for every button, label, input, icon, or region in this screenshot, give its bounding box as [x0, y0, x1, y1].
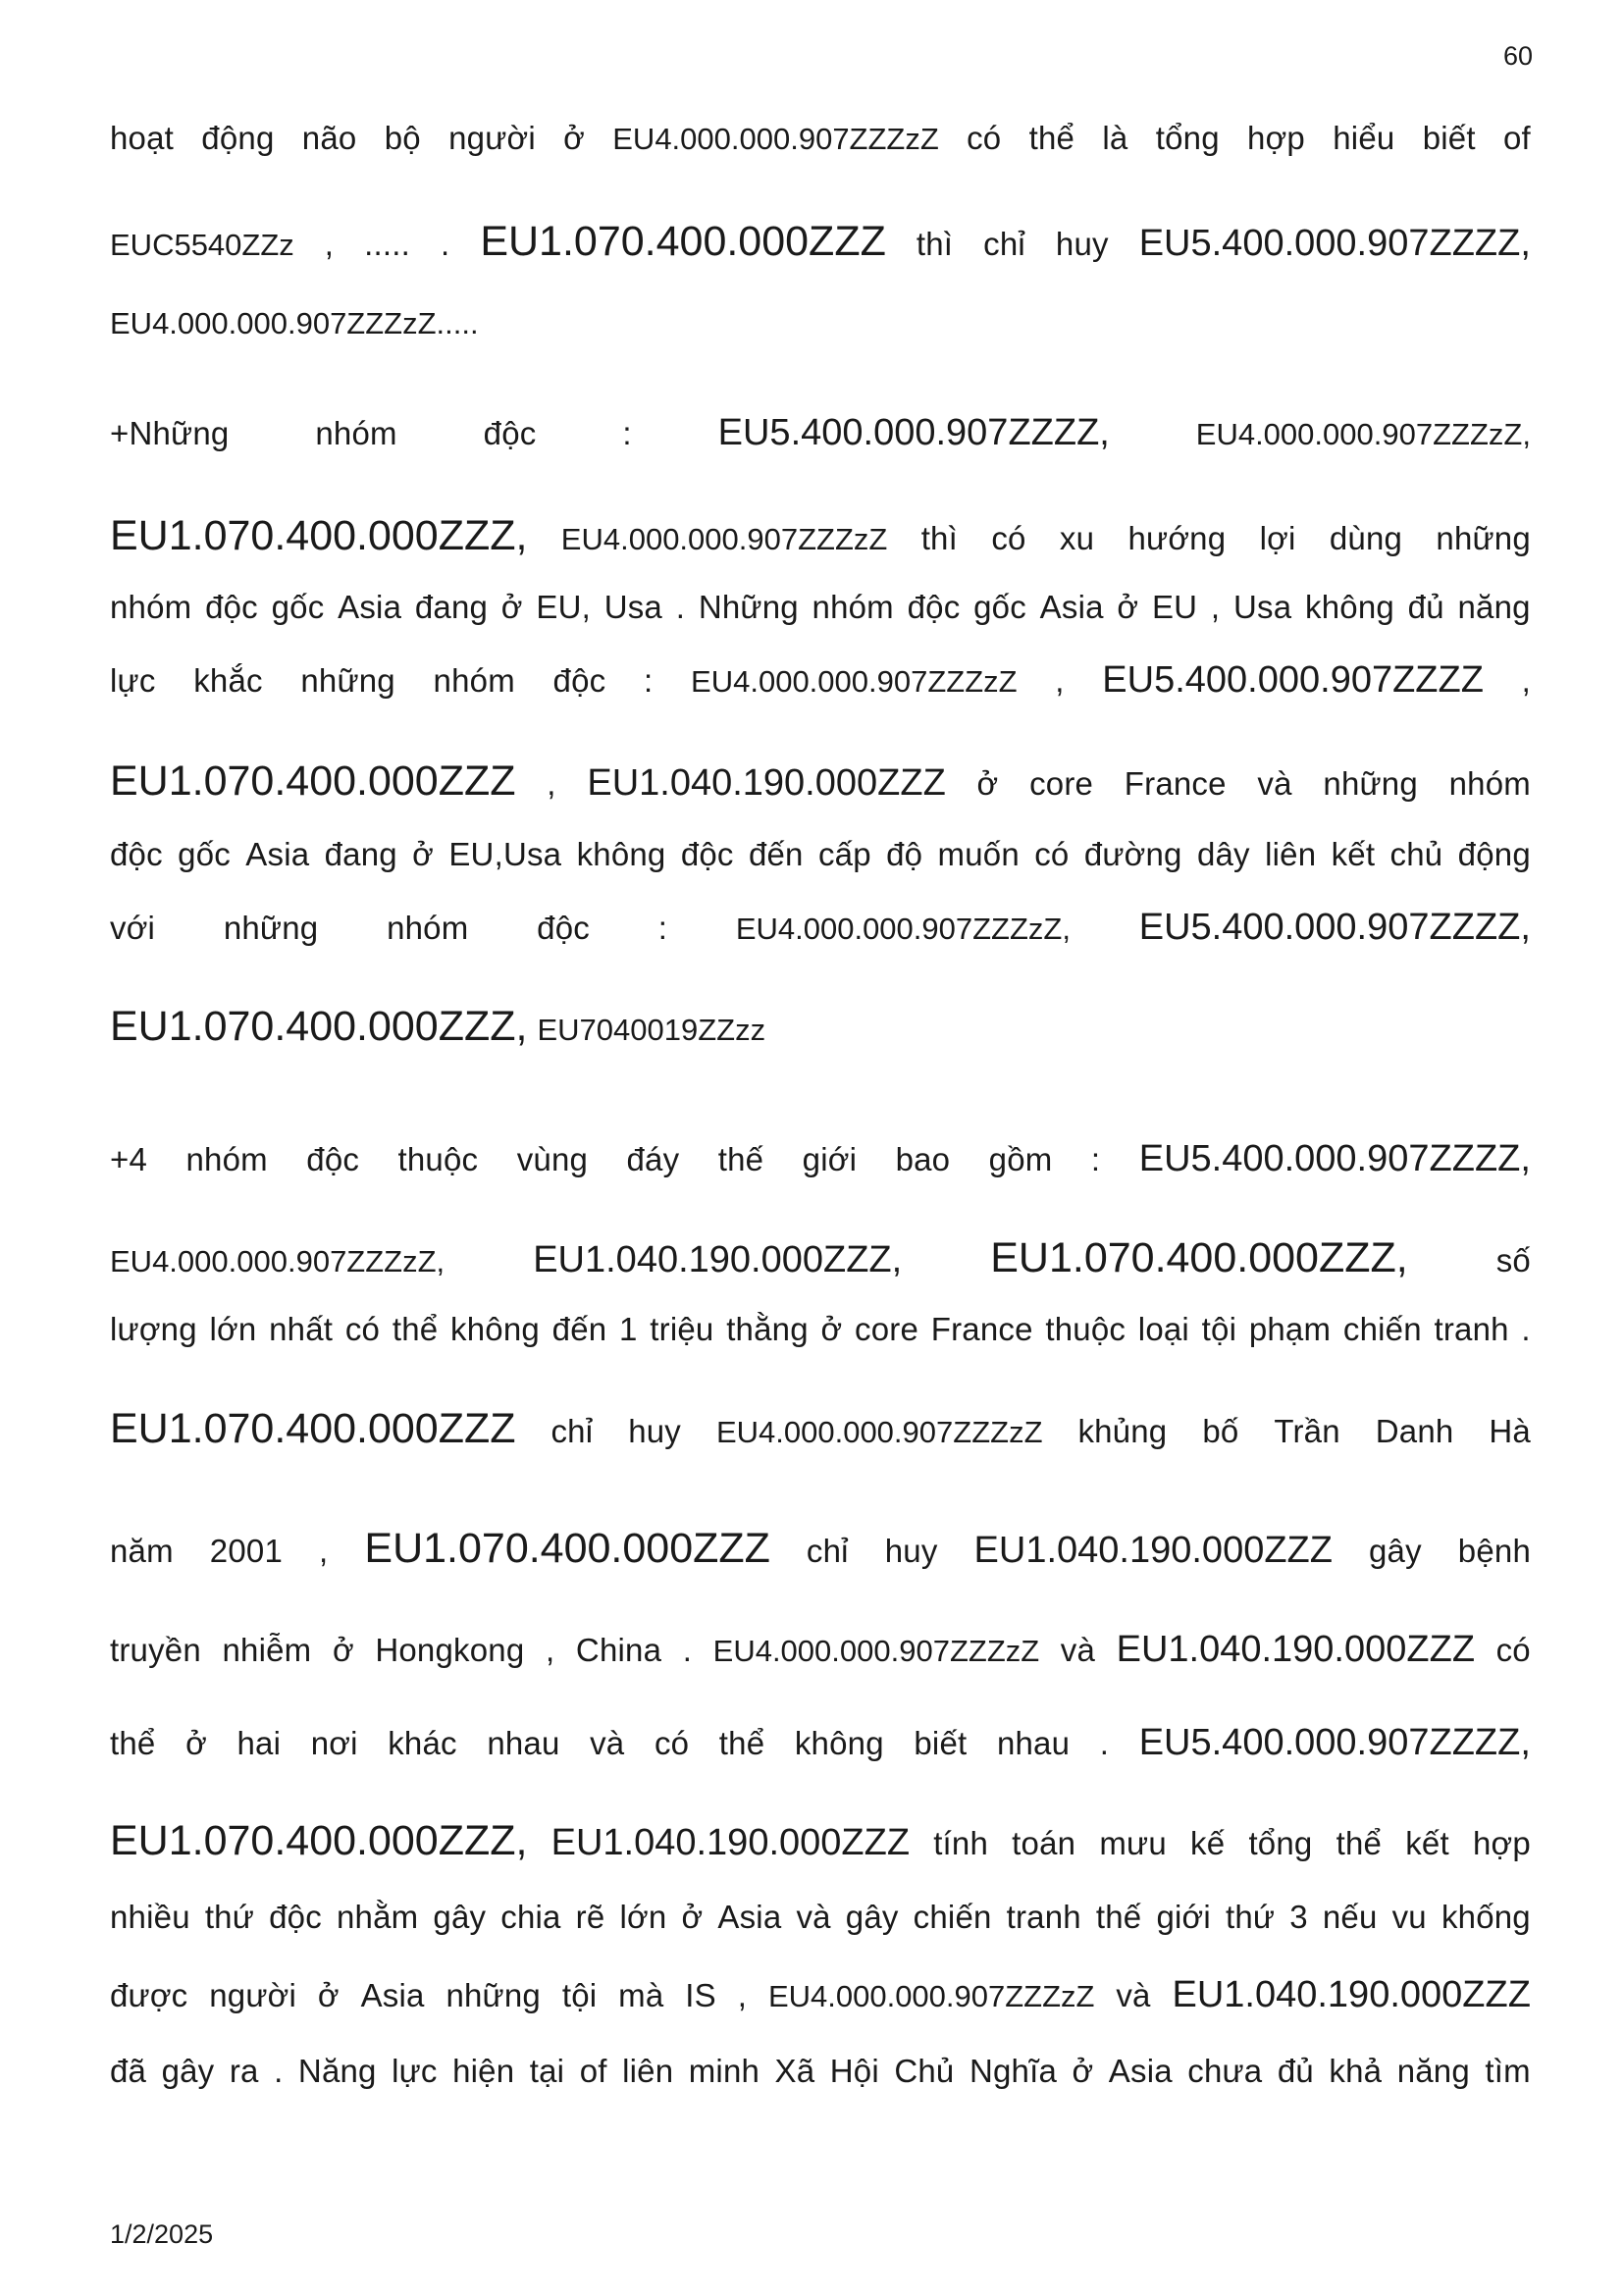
word: EU4.000.000.907ZZZzZ	[612, 122, 939, 156]
word: Asia	[1108, 2053, 1173, 2089]
word: ở	[185, 1725, 207, 1761]
word: những	[1436, 520, 1531, 556]
word: .	[274, 2053, 284, 2089]
text-line	[110, 757, 1531, 806]
word: chiến	[913, 1899, 992, 1935]
word: và	[590, 1725, 625, 1761]
text-line	[110, 1722, 1531, 1764]
word: EU7040019ZZzz	[537, 1013, 766, 1047]
word: và	[796, 1899, 831, 1935]
word: độc	[269, 1899, 322, 1935]
word: ,	[737, 1977, 748, 2013]
word: tranh	[1006, 1899, 1081, 1935]
word: chỉ	[983, 226, 1025, 262]
word: Hongkong	[375, 1632, 525, 1668]
word: hoạt	[110, 120, 175, 156]
text-line	[110, 1405, 1531, 1453]
word: chưa	[1187, 2053, 1263, 2089]
text-line	[110, 1311, 1531, 1348]
word: .	[440, 226, 450, 262]
word: thì	[916, 226, 954, 262]
word: nhóm	[1448, 765, 1531, 802]
word: lực	[392, 2053, 438, 2089]
word: nhóm	[387, 910, 469, 946]
word: EU5.400.000.907ZZZZ	[1102, 659, 1484, 701]
word: Asia	[1039, 589, 1104, 625]
word: độc	[306, 1141, 360, 1177]
text-line	[110, 836, 1531, 873]
word: nhiều	[110, 1899, 190, 1935]
word: những	[1323, 765, 1418, 802]
word: đến	[551, 1311, 607, 1347]
word: tội	[1201, 1311, 1237, 1347]
word: bố	[1202, 1413, 1239, 1449]
word: ,	[319, 1533, 329, 1569]
text-line	[110, 659, 1531, 702]
word: .	[1521, 1311, 1531, 1347]
word: IS	[685, 1977, 716, 2013]
word: nếu	[1322, 1899, 1378, 1935]
word: động	[1457, 836, 1531, 872]
text-line	[110, 1138, 1531, 1180]
word: độc	[907, 589, 961, 625]
word: động	[201, 120, 275, 156]
word: khống	[1441, 1899, 1531, 1935]
word: dây	[1196, 836, 1250, 872]
word: EU1.040.190.000ZZZ	[1116, 1629, 1476, 1670]
word: tính	[933, 1825, 989, 1861]
word: vùng	[516, 1141, 589, 1177]
word: phạm	[1248, 1311, 1332, 1347]
word: nhóm	[315, 415, 397, 451]
word: 2001	[209, 1533, 284, 1569]
word: và	[1060, 1632, 1096, 1668]
word: chủ	[1389, 836, 1443, 872]
word: EU5.400.000.907ZZZZ,	[717, 412, 1110, 453]
word: nhiễm	[222, 1632, 312, 1668]
word: France	[1124, 765, 1227, 802]
word: ở	[1072, 2053, 1094, 2089]
word: gây	[1368, 1533, 1422, 1569]
text-line	[110, 1899, 1531, 1936]
word: EU1.070.400.000ZZZ	[364, 1525, 770, 1572]
word: EU4.000.000.907ZZZzZ.....	[110, 306, 479, 340]
word: EU,	[536, 589, 591, 625]
word: .	[675, 589, 686, 625]
word: China	[575, 1632, 662, 1668]
word: tổng	[1155, 120, 1220, 156]
word: chiến	[1342, 1311, 1422, 1347]
word: được	[110, 1977, 188, 2013]
word: ở	[681, 1899, 704, 1935]
word: độc	[205, 589, 258, 625]
text-line	[110, 1974, 1531, 2016]
word: đang	[414, 589, 489, 625]
word: ở	[412, 836, 434, 872]
word: xu	[1059, 520, 1095, 556]
word: ,	[1210, 589, 1221, 625]
word: Hà	[1489, 1413, 1531, 1449]
word: :	[644, 662, 654, 699]
word: +4	[110, 1141, 148, 1177]
word: dùng	[1329, 520, 1403, 556]
word: minh	[688, 2053, 760, 2089]
word: of	[579, 2053, 607, 2089]
word: độc	[483, 415, 537, 451]
text-line	[110, 218, 1531, 266]
word: nhau	[996, 1725, 1071, 1761]
word: gốc	[973, 589, 1026, 625]
word: EU	[1151, 589, 1198, 625]
text-line	[110, 1234, 1531, 1282]
word: France	[930, 1311, 1033, 1347]
word: EU1.070.400.000ZZZ	[480, 218, 886, 265]
text-line	[110, 2053, 1531, 2090]
word: độc	[110, 836, 163, 872]
word: EU1.070.400.000ZZZ	[110, 1405, 516, 1452]
word: và	[1257, 765, 1292, 802]
word: Nghĩa	[969, 2053, 1058, 2089]
word: não	[301, 120, 357, 156]
word: thể	[1028, 120, 1075, 156]
word: khả	[1329, 2053, 1383, 2089]
word: Asia	[338, 589, 402, 625]
word: những	[445, 1977, 541, 2013]
word: không	[450, 1311, 540, 1347]
word: kết	[1405, 1825, 1449, 1861]
word: biết	[914, 1725, 968, 1761]
word: EU1.040.190.000ZZZ	[1172, 1974, 1531, 2015]
word: bao	[895, 1141, 951, 1177]
word: EU1.040.190.000ZZZ	[587, 762, 946, 804]
word: đáy	[626, 1141, 680, 1177]
word: nhất	[269, 1311, 334, 1347]
word: lực	[110, 662, 156, 699]
word: có	[1034, 836, 1070, 872]
word: hai	[236, 1725, 282, 1761]
word: core	[855, 1311, 919, 1347]
word: mà	[618, 1977, 664, 2013]
word: là	[1102, 120, 1128, 156]
word: đã	[110, 2053, 147, 2089]
word: người	[448, 120, 536, 156]
word: người	[209, 1977, 297, 2013]
page-number: 60	[1503, 41, 1534, 71]
word: toán	[1012, 1825, 1076, 1861]
word: kế	[1190, 1825, 1226, 1861]
word: Năng	[297, 2053, 377, 2089]
word: không	[1305, 589, 1394, 625]
word: Usa	[1233, 589, 1292, 625]
word: năng	[1396, 2053, 1470, 2089]
word: ,	[1055, 662, 1065, 699]
word: đang	[324, 836, 397, 872]
word: độ	[886, 836, 923, 872]
word: EU5.400.000.907ZZZZ,	[1138, 907, 1531, 948]
word: liên	[1265, 836, 1317, 872]
word: Trần	[1274, 1413, 1340, 1449]
word: bộ	[384, 120, 421, 156]
word: EU4.000.000.907ZZZzZ	[560, 522, 888, 556]
word: tại	[529, 2053, 565, 2089]
word: lớn	[619, 1899, 667, 1935]
word: core	[1029, 765, 1094, 802]
text-line	[110, 1629, 1531, 1671]
word: với	[110, 910, 156, 946]
word: năng	[1457, 589, 1531, 625]
word: bệnh	[1457, 1533, 1531, 1569]
word: thì	[920, 520, 958, 556]
word: gốc	[271, 589, 325, 625]
word: huy	[1055, 226, 1109, 262]
word: không	[794, 1725, 884, 1761]
footer-date: 1/2/2025	[110, 2219, 214, 2249]
word: kết	[1331, 836, 1376, 872]
word: .	[682, 1632, 693, 1668]
word: ở	[820, 1311, 843, 1347]
word: những	[300, 662, 395, 699]
word: truyền	[110, 1632, 201, 1668]
word: những	[223, 910, 319, 946]
word: giới	[802, 1141, 858, 1177]
word: và	[1116, 1977, 1151, 2013]
word: EU1.070.400.000ZZZ	[110, 757, 516, 805]
word: EU4.000.000.907ZZZzZ	[715, 1415, 1043, 1449]
word: of	[1502, 120, 1531, 156]
word: :	[657, 910, 668, 946]
word: mưu	[1099, 1825, 1167, 1861]
word: EU4.000.000.907ZZZzZ	[691, 664, 1018, 699]
word: huy	[628, 1413, 682, 1449]
word: Xã	[774, 2053, 815, 2089]
word: .....	[364, 226, 410, 262]
word: muốn	[937, 836, 1020, 872]
word: 1	[619, 1311, 638, 1347]
word: :	[622, 415, 632, 451]
word: Asia	[360, 1977, 425, 2013]
word: ,	[547, 765, 556, 802]
word: gây	[845, 1899, 899, 1935]
text-line	[110, 512, 1531, 560]
text-line	[110, 1003, 1531, 1051]
word: :	[1090, 1141, 1101, 1177]
word: đủ	[1277, 2053, 1314, 2089]
word: ,	[1521, 662, 1531, 699]
word: EU,Usa	[448, 836, 562, 872]
word: tìm	[1485, 2053, 1531, 2089]
word: thể	[1336, 1825, 1383, 1861]
word: cấp	[817, 836, 871, 872]
word: chỉ	[550, 1413, 594, 1449]
word: thứ	[1225, 1899, 1276, 1935]
word: tổng	[1248, 1825, 1313, 1861]
word: EU1.040.190.000ZZZ	[973, 1530, 1333, 1571]
word: giới	[1156, 1899, 1211, 1935]
word: không	[576, 836, 666, 872]
text-line	[110, 589, 1531, 626]
word: 3	[1289, 1899, 1308, 1935]
word: độc	[537, 910, 590, 946]
word: gồm	[988, 1141, 1053, 1177]
word: chia	[500, 1899, 561, 1935]
word: gây	[161, 2053, 215, 2089]
word: Chủ	[894, 2053, 955, 2089]
word: độc	[552, 662, 606, 699]
word: Usa	[603, 589, 662, 625]
word: EU1.070.400.000ZZZ,	[990, 1234, 1408, 1281]
word: thể	[110, 1725, 156, 1761]
word: thế	[1095, 1899, 1142, 1935]
word: ,	[545, 1632, 555, 1668]
word: thuộc	[397, 1141, 479, 1177]
word: ở	[1117, 589, 1139, 625]
word: lượng	[110, 1311, 197, 1347]
word: nhóm	[185, 1141, 268, 1177]
word: lợi	[1259, 520, 1296, 556]
word: thằng	[726, 1311, 809, 1347]
word: Những	[698, 589, 799, 625]
word: EU1.040.190.000ZZZ	[550, 1822, 911, 1863]
word: nhau	[487, 1725, 560, 1761]
word: ở	[563, 120, 585, 156]
word: nhóm	[110, 589, 192, 625]
word: số	[1495, 1242, 1531, 1278]
word: gốc	[178, 836, 231, 872]
word: loại	[1137, 1311, 1189, 1347]
word: triệu	[650, 1311, 714, 1347]
word: EU1.070.400.000ZZZ,	[110, 1817, 528, 1864]
word: đến	[748, 836, 804, 872]
word: EU5.400.000.907ZZZZ,	[1138, 1722, 1531, 1763]
word: EU4.000.000.907ZZZzZ,	[1195, 417, 1531, 451]
word: nhằm	[336, 1899, 419, 1935]
word: thể	[718, 1725, 765, 1761]
word: EU4.000.000.907ZZZzZ	[767, 1979, 1095, 2013]
word: có	[991, 520, 1026, 556]
word: thế	[717, 1141, 764, 1177]
text-line	[110, 306, 1531, 341]
word: ở	[500, 589, 523, 625]
word: hợp	[1473, 1825, 1531, 1861]
word: lớn	[209, 1311, 257, 1347]
word: có	[344, 1311, 381, 1347]
word: +Những	[110, 415, 230, 451]
word: tội	[561, 1977, 598, 2013]
word: độc	[680, 836, 734, 872]
text-line	[110, 907, 1531, 949]
word: .	[1099, 1725, 1110, 1761]
word: khủng	[1077, 1413, 1168, 1449]
word: huy	[884, 1533, 938, 1569]
word: hiện	[452, 2053, 515, 2089]
word: EU1.070.400.000ZZZ,	[110, 1003, 528, 1050]
word: EU5.400.000.907ZZZZ,	[1138, 223, 1531, 264]
text-line	[110, 1817, 1531, 1865]
word: Asia	[717, 1899, 782, 1935]
word: Danh	[1375, 1413, 1454, 1449]
word: có	[1495, 1632, 1531, 1668]
word: đủ	[1407, 589, 1444, 625]
word: ở	[332, 1632, 354, 1668]
word: rẽ	[575, 1899, 605, 1935]
text-line	[110, 120, 1531, 157]
word: EU5.400.000.907ZZZZ,	[1138, 1138, 1531, 1179]
word: ở	[317, 1977, 340, 2013]
word: EUC5540ZZz	[110, 228, 294, 262]
word: vu	[1391, 1899, 1427, 1935]
word: Hội	[829, 2053, 879, 2089]
word: chỉ	[806, 1533, 849, 1569]
word: EU4.000.000.907ZZZzZ,	[110, 1244, 445, 1278]
word: ,	[324, 226, 335, 262]
word: khắc	[193, 662, 263, 699]
word: có	[967, 120, 1002, 156]
word: thể	[392, 1311, 439, 1347]
word: Asia	[245, 836, 310, 872]
word: gây	[433, 1899, 487, 1935]
word: năm	[110, 1533, 174, 1569]
text-line	[110, 1525, 1531, 1573]
word: liên	[622, 2053, 674, 2089]
word: ra	[229, 2053, 259, 2089]
word: EU4.000.000.907ZZZzZ,	[735, 912, 1071, 946]
word: hiểu	[1333, 120, 1395, 156]
word: đường	[1083, 836, 1182, 872]
word: EU4.000.000.907ZZZzZ	[712, 1634, 1040, 1668]
word: thuộc	[1045, 1311, 1126, 1347]
word: biết	[1422, 120, 1476, 156]
word: hướng	[1127, 520, 1227, 556]
word: có	[654, 1725, 690, 1761]
word: hợp	[1247, 120, 1305, 156]
word: tranh	[1434, 1311, 1509, 1347]
word: ở	[976, 765, 999, 802]
text-line	[110, 412, 1531, 454]
word: khác	[388, 1725, 457, 1761]
word: EU1.070.400.000ZZZ,	[110, 512, 528, 559]
word: nhóm	[433, 662, 515, 699]
word: nhóm	[812, 589, 894, 625]
word: nơi	[310, 1725, 358, 1761]
word: thứ	[204, 1899, 255, 1935]
word: EU1.040.190.000ZZZ,	[533, 1239, 903, 1280]
